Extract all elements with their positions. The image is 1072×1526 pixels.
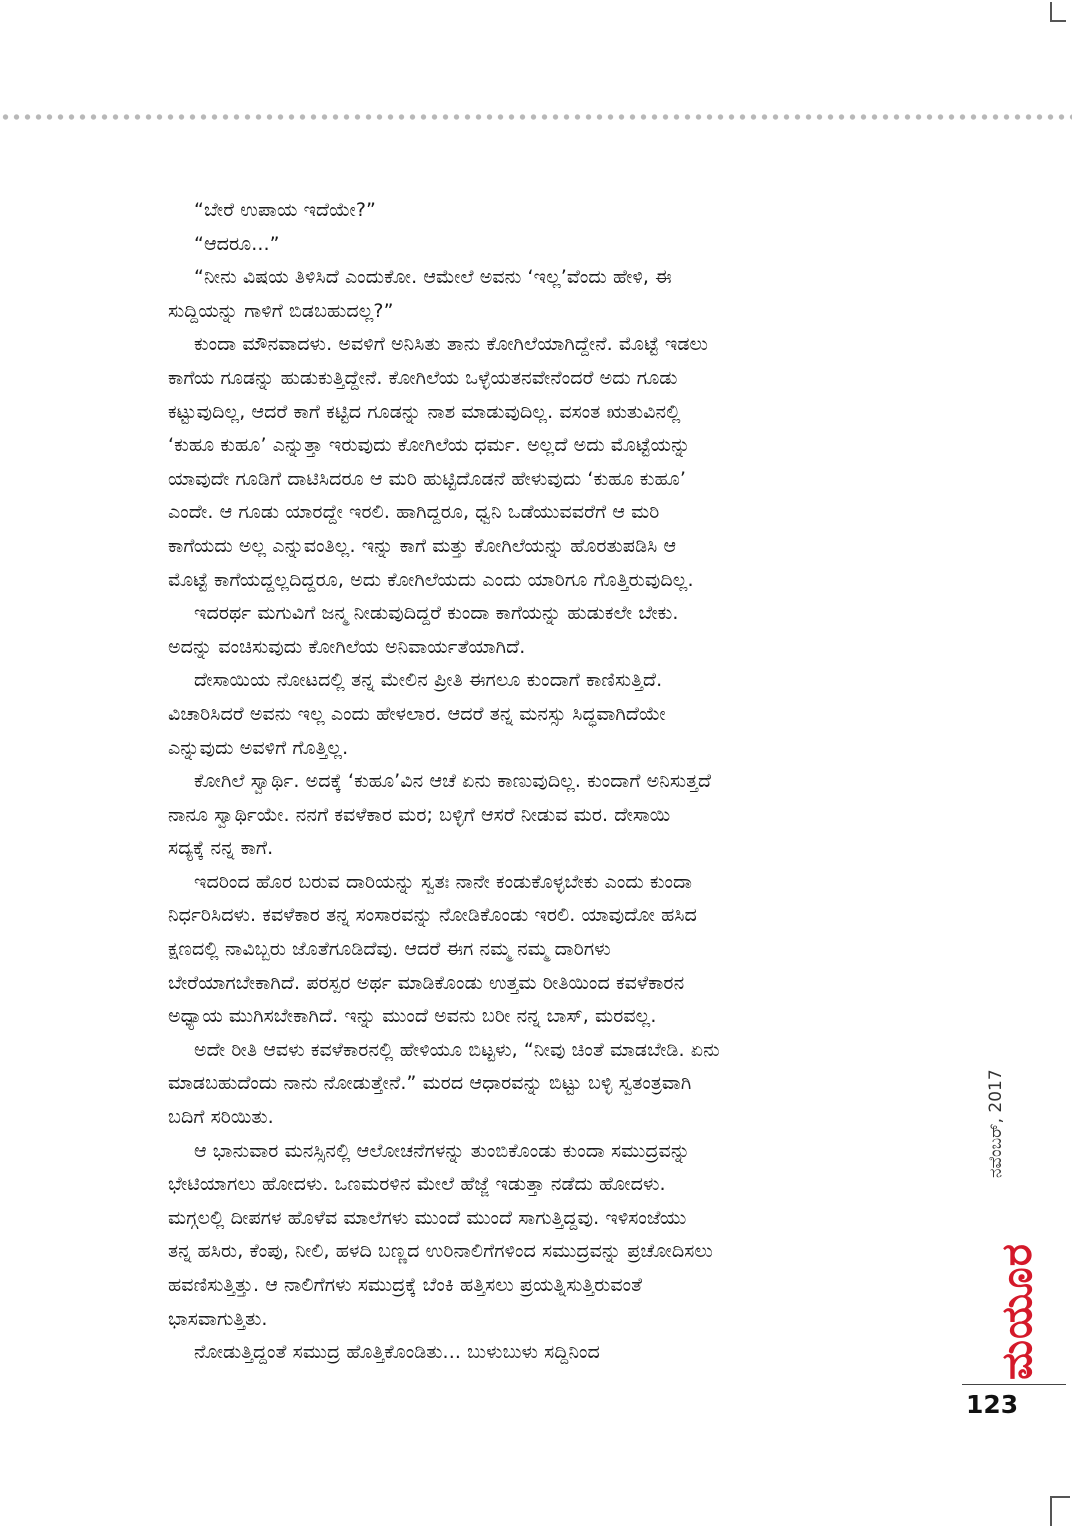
text-line: ನಾನೂ ಸ್ವಾರ್ಥಿಯೇ. ನನಗೆ ಕವಳೆಕಾರ ಮರ; ಬಳ್ಳಿಗೆ ಆಸರೆ ನೀಡುವ ಮರ. ದೇಸಾಯಿ	[168, 803, 671, 826]
text-line: ತನ್ನ ಹಸಿರು, ಕೆಂಪು, ನೀಲಿ, ಹಳದಿ ಬಣ್ಣದ ಉರಿನಾಲಿಗೆಗಳಿಂದ ಸಮುದ್ರವನ್ನು ಪ್ರಚೋದಿಸಲು	[168, 1240, 713, 1263]
dotted-separator	[0, 113, 1072, 121]
text-line: ಎನ್ನುವುದು ಅವಳಿಗೆ ಗೊತ್ತಿಲ್ಲ.	[168, 736, 349, 759]
crop-mark-bottom	[1050, 1496, 1070, 1526]
text-line: ಕಟ್ಟುವುದಿಲ್ಲ, ಆದರೆ ಕಾಗೆ ಕಟ್ಟಿದ ಗೂಡನ್ನು ನಾಶ ಮಾಡುವುದಿಲ್ಲ. ವಸಂತ ಋತುವಿನಲ್ಲಿ	[168, 400, 681, 423]
text-line: ಆ ಭಾನುವಾರ ಮನಸ್ಸಿನಲ್ಲಿ ಆಲೋಚನೆಗಳನ್ನು ತುಂಬಿಕೊಂಡು ಕುಂದಾ ಸಮುದ್ರವನ್ನು	[194, 1139, 691, 1162]
text-line: ನಿರ್ಧರಿಸಿದಳು. ಕವಳೆಕಾರ ತನ್ನ ಸಂಸಾರವನ್ನು ನೋಡಿಕೊಂಡು ಇರಲಿ. ಯಾವುದೋ ಹಸಿದ	[168, 904, 697, 927]
text-line: ‘ಕುಹೂ ಕುಹೂ’ ಎನ್ನುತ್ತಾ ಇರುವುದು ಕೋಗಿಲೆಯ ಧರ್ಮ. ಅಲ್ಲದೆ ಅದು ಮೊಟ್ಟೆಯನ್ನು	[168, 434, 691, 457]
article-body	[168, 194, 920, 1370]
text-line: ನೋಡುತ್ತಿದ್ದಂತೆ ಸಮುದ್ರ ಹೊತ್ತಿಕೊಂಡಿತು... ಬುಳುಬುಳು ಸದ್ದಿನಿಂದ	[194, 1341, 600, 1364]
text-line: ಮಗ್ಗಲಲ್ಲಿ ದೀಪಗಳ ಹೊಳೆವ ಮಾಲೆಗಳು ಮುಂದೆ ಮುಂದೆ ಸಾಗುತ್ತಿದ್ದವು. ಇಳಿಸಂಜೆಯು	[168, 1206, 687, 1229]
crop-mark-top	[1050, 2, 1066, 22]
text-line: ಯಾವುದೇ ಗೂಡಿಗೆ ದಾಟಿಸಿದರೂ ಆ ಮರಿ ಹುಟ್ಟಿದೊಡನೆ ಹೇಳುವುದು ‘ಕುಹೂ ಕುಹೂ’	[168, 467, 687, 490]
text-line: “ಆದರೂ...”	[194, 232, 280, 255]
text-line: ಸದ್ಯಕ್ಕೆ ನನ್ನ ಕಾಗೆ.	[168, 837, 274, 860]
page-number: 123	[966, 1390, 1019, 1419]
text-line: “ನೀನು ವಿಷಯ ತಿಳಿಸಿದೆ ಎಂದುಕೋ. ಆಮೇಲೆ ಅವನು ‘ಇಲ್ಲ’ವೆಂದು ಹೇಳಿ, ಈ	[194, 266, 672, 289]
text-line: ಬದಿಗೆ ಸರಿಯಿತು.	[168, 1106, 274, 1129]
page-number-rule	[962, 1384, 1066, 1385]
text-line: ದೇಸಾಯಿಯ ನೋಟದಲ್ಲಿ ತನ್ನ ಮೇಲಿನ ಪ್ರೀತಿ ಈಗಲೂ ಕುಂದಾಗೆ ಕಾಣಿಸುತ್ತಿದೆ.	[194, 669, 663, 692]
text-line: ಭೇಟಿಯಾಗಲು ಹೋದಳು. ಒಣಮರಳಿನ ಮೇಲೆ ಹೆಜ್ಜೆ ಇಡುತ್ತಾ ನಡೆದು ಹೋದಳು.	[168, 1173, 666, 1196]
text-line: ಸುದ್ದಿಯನ್ನು ಗಾಳಿಗೆ ಬಿಡಬಹುದಲ್ಲ?”	[168, 299, 394, 322]
text-line: ಅಧ್ಯಾಯ ಮುಗಿಸಬೇಕಾಗಿದೆ. ಇನ್ನು ಮುಂದೆ ಅವನು ಬರೀ ನನ್ನ ಬಾಸ್, ಮರವಲ್ಲ.	[168, 1005, 657, 1028]
text-line: ಮೊಟ್ಟೆ ಕಾಗೆಯದ್ದಲ್ಲದಿದ್ದರೂ, ಅದು ಕೋಗಿಲೆಯದು ಎಂದು ಯಾರಿಗೂ ಗೊತ್ತಿರುವುದಿಲ್ಲ.	[168, 568, 694, 591]
issue-date: ನವೆಂಬರ್, 2017	[986, 1069, 1006, 1178]
text-line: ಕುಂದಾ ಮೌನವಾದಳು. ಅವಳಿಗೆ ಅನಿಸಿತು ತಾನು ಕೋಗಿಲೆಯಾಗಿದ್ದೇನೆ. ಮೊಟ್ಟೆ ಇಡಲು	[194, 333, 709, 356]
text-line: ಹವಣಿಸುತ್ತಿತ್ತು. ಆ ನಾಲಿಗೆಗಳು ಸಮುದ್ರಕ್ಕೆ ಬೆಂಕಿ ಹತ್ತಿಸಲು ಪ್ರಯತ್ನಿಸುತ್ತಿರುವಂತೆ	[168, 1274, 643, 1296]
magazine-logo: ಮಯೂರ	[992, 1243, 1041, 1380]
text-line: ಅದನ್ನು ವಂಚಿಸುವುದು ಕೋಗಿಲೆಯ ಅನಿವಾರ್ಯತೆಯಾಗಿದೆ.	[168, 635, 526, 658]
text-line: ಅದೇ ರೀತಿ ಆವಳು ಕವಳೆಕಾರನಲ್ಲಿ ಹೇಳಿಯೂ ಬಿಟ್ಟಳು, “ನೀವು ಚಿಂತೆ ಮಾಡಬೇಡಿ. ಏನು	[194, 1038, 720, 1061]
text-line: ಎಂದೇ. ಆ ಗೂಡು ಯಾರದ್ದೇ ಇರಲಿ. ಹಾಗಿದ್ದರೂ, ಧ್ವನಿ ಒಡೆಯುವವರೆಗೆ ಆ ಮರಿ	[168, 501, 660, 524]
text-line: “ಬೇರೆ ಉಪಾಯ ಇದೆಯೇ?”	[194, 199, 376, 221]
text-line: ಬೇರೆಯಾಗಬೇಕಾಗಿದೆ. ಪರಸ್ಪರ ಅರ್ಥ ಮಾಡಿಕೊಂಡು ಉತ್ತಮ ರೀತಿಯಿಂದ ಕವಳೆಕಾರನ	[168, 971, 685, 994]
text-line: ಇದರಿಂದ ಹೊರ ಬರುವ ದಾರಿಯನ್ನು ಸ್ವತಃ ನಾನೇ ಕಂಡುಕೊಳ್ಳಬೇಕು ಎಂದು ಕುಂದಾ	[194, 870, 693, 893]
text-line: ಇದರರ್ಥ ಮಗುವಿಗೆ ಜನ್ಮ ನೀಡುವುದಿದ್ದರೆ ಕುಂದಾ ಕಾಗೆಯನ್ನು ಹುಡುಕಲೇ ಬೇಕು.	[194, 602, 679, 625]
text-line: ವಿಚಾರಿಸಿದರೆ ಅವನು ಇಲ್ಲ ಎಂದು ಹೇಳಲಾರ. ಆದರೆ ತನ್ನ ಮನಸ್ಸು ಸಿದ್ಧವಾಗಿದೆಯೇ	[168, 702, 666, 725]
text-line: ಮಾಡಬಹುದೆಂದು ನಾನು ನೋಡುತ್ತೇನೆ.” ಮರದ ಆಧಾರವನ್ನು ಬಿಟ್ಟು ಬಳ್ಳಿ ಸ್ವತಂತ್ರವಾಗಿ	[168, 1072, 692, 1095]
text-line: ಕಾಗೆಯದು ಅಲ್ಲ ಎನ್ನುವಂತಿಲ್ಲ. ಇನ್ನು ಕಾಗೆ ಮತ್ತು ಕೋಗಿಲೆಯನ್ನು ಹೊರತುಪಡಿಸಿ ಆ	[168, 534, 677, 557]
text-line: ಕೋಗಿಲೆ ಸ್ವಾರ್ಥಿ. ಅದಕ್ಕೆ ‘ಕುಹೂ’ವಿನ ಆಚೆ ಏನು ಕಾಣುವುದಿಲ್ಲ. ಕುಂದಾಗೆ ಅನಿಸುತ್ತದೆ	[194, 770, 712, 793]
text-line: ಭಾಸವಾಗುತ್ತಿತು.	[168, 1307, 268, 1330]
text-line: ಕಾಗೆಯ ಗೂಡನ್ನು ಹುಡುಕುತ್ತಿದ್ದೇನೆ. ಕೋಗಿಲೆಯ ಒಳ್ಳೆಯತನವೇನೆಂದರೆ ಅದು ಗೂಡು	[168, 366, 678, 389]
text-line: ಕ್ಷಣದಲ್ಲಿ ನಾವಿಬ್ಬರು ಜೊತೆಗೂಡಿದೆವು. ಆದರೆ ಈಗ ನಮ್ಮ ನಮ್ಮ ದಾರಿಗಳು	[168, 938, 611, 961]
